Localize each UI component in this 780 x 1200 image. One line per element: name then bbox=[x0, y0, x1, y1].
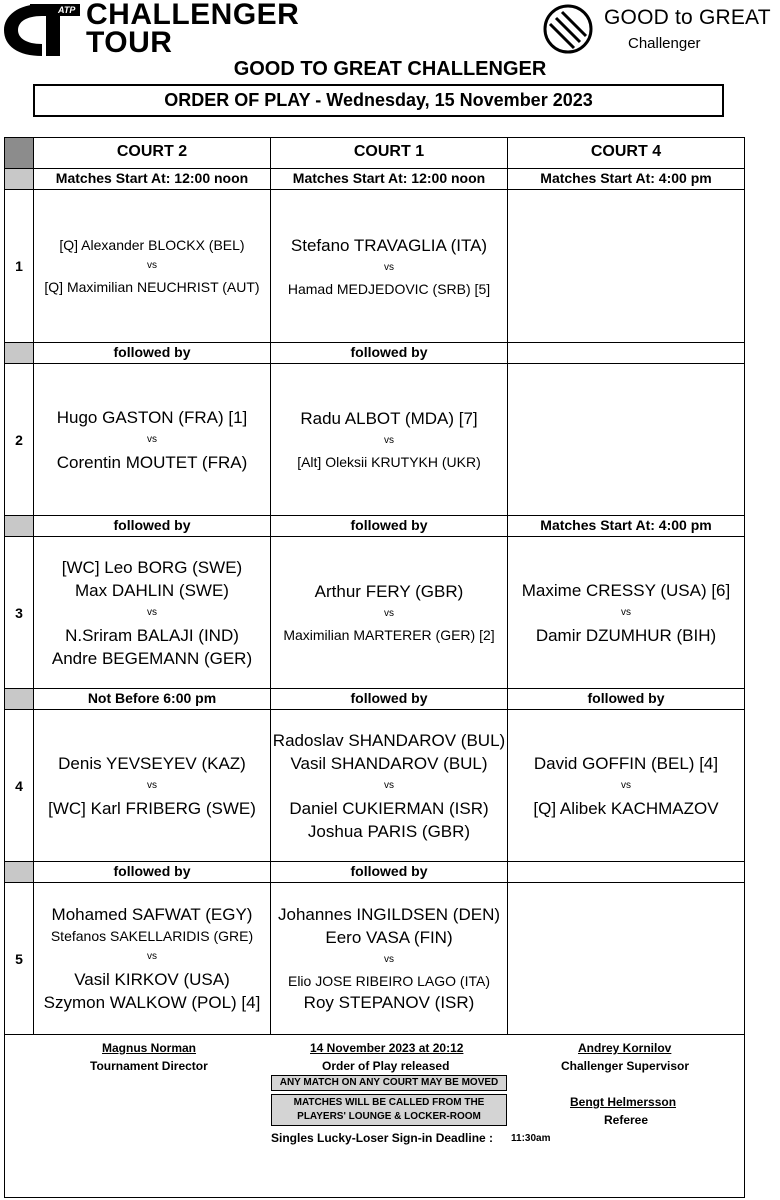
separator-marker bbox=[5, 862, 34, 883]
vs-label: vs bbox=[621, 606, 631, 618]
match-cell bbox=[271, 710, 508, 862]
deadline-time: 11:30am bbox=[511, 1133, 551, 1144]
match-cell bbox=[271, 364, 508, 516]
player-name: Szymon WALKOW (POL) [4] bbox=[43, 993, 261, 1012]
vs-label: vs bbox=[147, 606, 157, 618]
good-to-great-logo bbox=[540, 2, 771, 56]
director-role: Tournament Director bbox=[90, 1059, 208, 1073]
vs-label: vs bbox=[147, 779, 157, 791]
tour-line2: TOUR bbox=[86, 26, 173, 59]
vs-label: vs bbox=[147, 433, 157, 445]
vs-label: vs bbox=[384, 261, 394, 273]
match-row-number: 2 bbox=[5, 364, 34, 516]
match-row-number: 4 bbox=[5, 710, 34, 862]
atp-challenger-logo bbox=[2, 0, 300, 59]
tour-wordmark bbox=[86, 1, 299, 57]
player-name: [Q] Alibek KACHMAZOV bbox=[533, 798, 719, 818]
match-cell bbox=[508, 537, 745, 689]
court-header-3: COURT 4 bbox=[508, 138, 745, 169]
player-name: Maxime CRESSY (USA) [6] bbox=[521, 580, 731, 600]
player-name: [WC] Leo BORG (SWE) bbox=[61, 557, 243, 577]
player-name: Mohamed SAFWAT (EGY) bbox=[51, 905, 253, 924]
start-time-3: Matches Start At: 4:00 pm bbox=[508, 169, 745, 190]
player-name: [WC] Karl FRIBERG (SWE) bbox=[48, 798, 256, 818]
vs-label: vs bbox=[384, 435, 394, 446]
player-name: Andre BEGEMANN (GER) bbox=[51, 648, 253, 668]
separator-cell: followed by bbox=[271, 862, 508, 883]
vs-label: vs bbox=[621, 779, 631, 791]
separator-cell: followed by bbox=[271, 343, 508, 364]
player-name: Radu ALBOT (MDA) [7] bbox=[300, 409, 478, 428]
player-name: [Alt] Oleksii KRUTYKH (UKR) bbox=[297, 454, 481, 470]
player-name: Joshua PARIS (GBR) bbox=[307, 821, 471, 841]
atp-mark-icon bbox=[2, 2, 82, 58]
player-name: Corentin MOUTET (FRA) bbox=[56, 452, 248, 472]
empty-match-cell bbox=[508, 364, 745, 516]
match-row-number: 1 bbox=[5, 190, 34, 343]
deadline-label: Singles Lucky-Loser Sign-in Deadline : bbox=[271, 1131, 494, 1145]
player-name: Maximilian MARTERER (GER) [2] bbox=[283, 627, 495, 643]
supervisor-role: Challenger Supervisor bbox=[561, 1059, 690, 1073]
match-cell bbox=[34, 883, 271, 1035]
released-date: 14 November 2023 at 20:12 bbox=[310, 1041, 464, 1055]
event-title: GOOD TO GREAT CHALLENGER bbox=[233, 58, 547, 80]
player-name: Elio JOSE RIBEIRO LAGO (ITA) bbox=[287, 973, 490, 989]
match-cell bbox=[508, 710, 745, 862]
empty-match-cell bbox=[508, 883, 745, 1035]
match-cell bbox=[271, 883, 508, 1035]
notice-line2: PLAYERS' LOUNGE & LOCKER-ROOM bbox=[297, 1111, 481, 1122]
match-cell bbox=[271, 537, 508, 689]
footer bbox=[4, 1039, 745, 1198]
player-name: Vasil SHANDAROV (BUL) bbox=[290, 753, 488, 773]
sponsor-subtitle: Challenger bbox=[628, 35, 701, 52]
separator-cell: followed by bbox=[508, 689, 745, 710]
player-name: Johannes INGILDSEN (DEN) bbox=[277, 905, 501, 924]
empty-match-cell bbox=[508, 190, 745, 343]
match-cell bbox=[271, 190, 508, 343]
player-name: Arthur FERY (GBR) bbox=[314, 582, 464, 601]
separator-cell: followed by bbox=[271, 689, 508, 710]
player-name: N.Sriram BALAJI (IND) bbox=[65, 625, 239, 645]
header bbox=[0, 0, 771, 135]
player-name: Daniel CUKIERMAN (ISR) bbox=[289, 798, 489, 818]
separator-marker bbox=[5, 689, 34, 710]
referee-name: Bengt Helmersson bbox=[570, 1095, 677, 1109]
player-name: Roy STEPANOV (ISR) bbox=[303, 993, 475, 1012]
player-name: Stefano TRAVAGLIA (ITA) bbox=[290, 235, 488, 255]
separator-cell: Matches Start At: 4:00 pm bbox=[508, 516, 745, 537]
separator-cell: followed by bbox=[34, 862, 271, 883]
separator-marker bbox=[5, 343, 34, 364]
sponsor-title: GOOD to GREAT bbox=[604, 6, 771, 29]
notice-move-matches: ANY MATCH ON ANY COURT MAY BE MOVED bbox=[271, 1075, 507, 1091]
separator-cell bbox=[508, 343, 745, 364]
vs-label: vs bbox=[147, 951, 157, 962]
separator-cell bbox=[508, 862, 745, 883]
vs-label: vs bbox=[384, 608, 394, 619]
player-name: Stefanos SAKELLARIDIS (GRE) bbox=[50, 928, 254, 944]
start-row-marker bbox=[5, 169, 34, 190]
tour-line1: CHALLENGER bbox=[86, 0, 300, 31]
separator-cell: Not Before 6:00 pm bbox=[34, 689, 271, 710]
player-name: Radoslav SHANDAROV (BUL) bbox=[272, 730, 506, 750]
player-name: Denis YEVSEYEV (KAZ) bbox=[58, 753, 246, 773]
match-row-number: 3 bbox=[5, 537, 34, 689]
vs-label: vs bbox=[384, 779, 394, 791]
separator-cell: followed by bbox=[34, 343, 271, 364]
director-name: Magnus Norman bbox=[102, 1041, 197, 1055]
corner-cell bbox=[5, 138, 34, 169]
match-cell bbox=[34, 710, 271, 862]
match-cell bbox=[34, 537, 271, 689]
notice-line1: MATCHES WILL BE CALLED FROM THE bbox=[293, 1097, 485, 1108]
player-name: Eero VASA (FIN) bbox=[325, 928, 453, 947]
start-time-1: Matches Start At: 12:00 noon bbox=[34, 169, 271, 190]
match-cell bbox=[34, 190, 271, 343]
player-name: Vasil KIRKOV (USA) bbox=[74, 970, 230, 989]
player-name: [Q] Maximilian NEUCHRIST (AUT) bbox=[44, 279, 260, 295]
player-name: Max DAHLIN (SWE) bbox=[75, 580, 229, 600]
gtg-emblem-icon bbox=[542, 4, 594, 54]
separator-marker bbox=[5, 516, 34, 537]
svg-text:ATP: ATP bbox=[58, 5, 76, 15]
notice-called-from bbox=[271, 1094, 507, 1126]
court-header-2: COURT 1 bbox=[271, 138, 508, 169]
player-name: David GOFFIN (BEL) [4] bbox=[533, 753, 719, 773]
player-name: [Q] Alexander BLOCKX (BEL) bbox=[59, 237, 245, 253]
vs-label: vs bbox=[147, 260, 157, 271]
separator-cell: followed by bbox=[34, 516, 271, 537]
supervisor-name: Andrey Kornilov bbox=[578, 1041, 672, 1055]
player-name: Damir DZUMHUR (BIH) bbox=[535, 625, 717, 645]
court-header-1: COURT 2 bbox=[34, 138, 271, 169]
player-name: Hamad MEDJEDOVIC (SRB) [5] bbox=[287, 280, 491, 297]
match-row-number: 5 bbox=[5, 883, 34, 1035]
referee-role: Referee bbox=[604, 1113, 649, 1127]
vs-label: vs bbox=[384, 954, 394, 965]
order-of-play-title: ORDER OF PLAY - Wednesday, 15 November 2023 bbox=[33, 84, 724, 117]
match-cell bbox=[34, 364, 271, 516]
player-name: Hugo GASTON (FRA) [1] bbox=[56, 407, 248, 427]
separator-cell: followed by bbox=[271, 516, 508, 537]
start-time-2: Matches Start At: 12:00 noon bbox=[271, 169, 508, 190]
released-label: Order of Play released bbox=[322, 1059, 450, 1073]
